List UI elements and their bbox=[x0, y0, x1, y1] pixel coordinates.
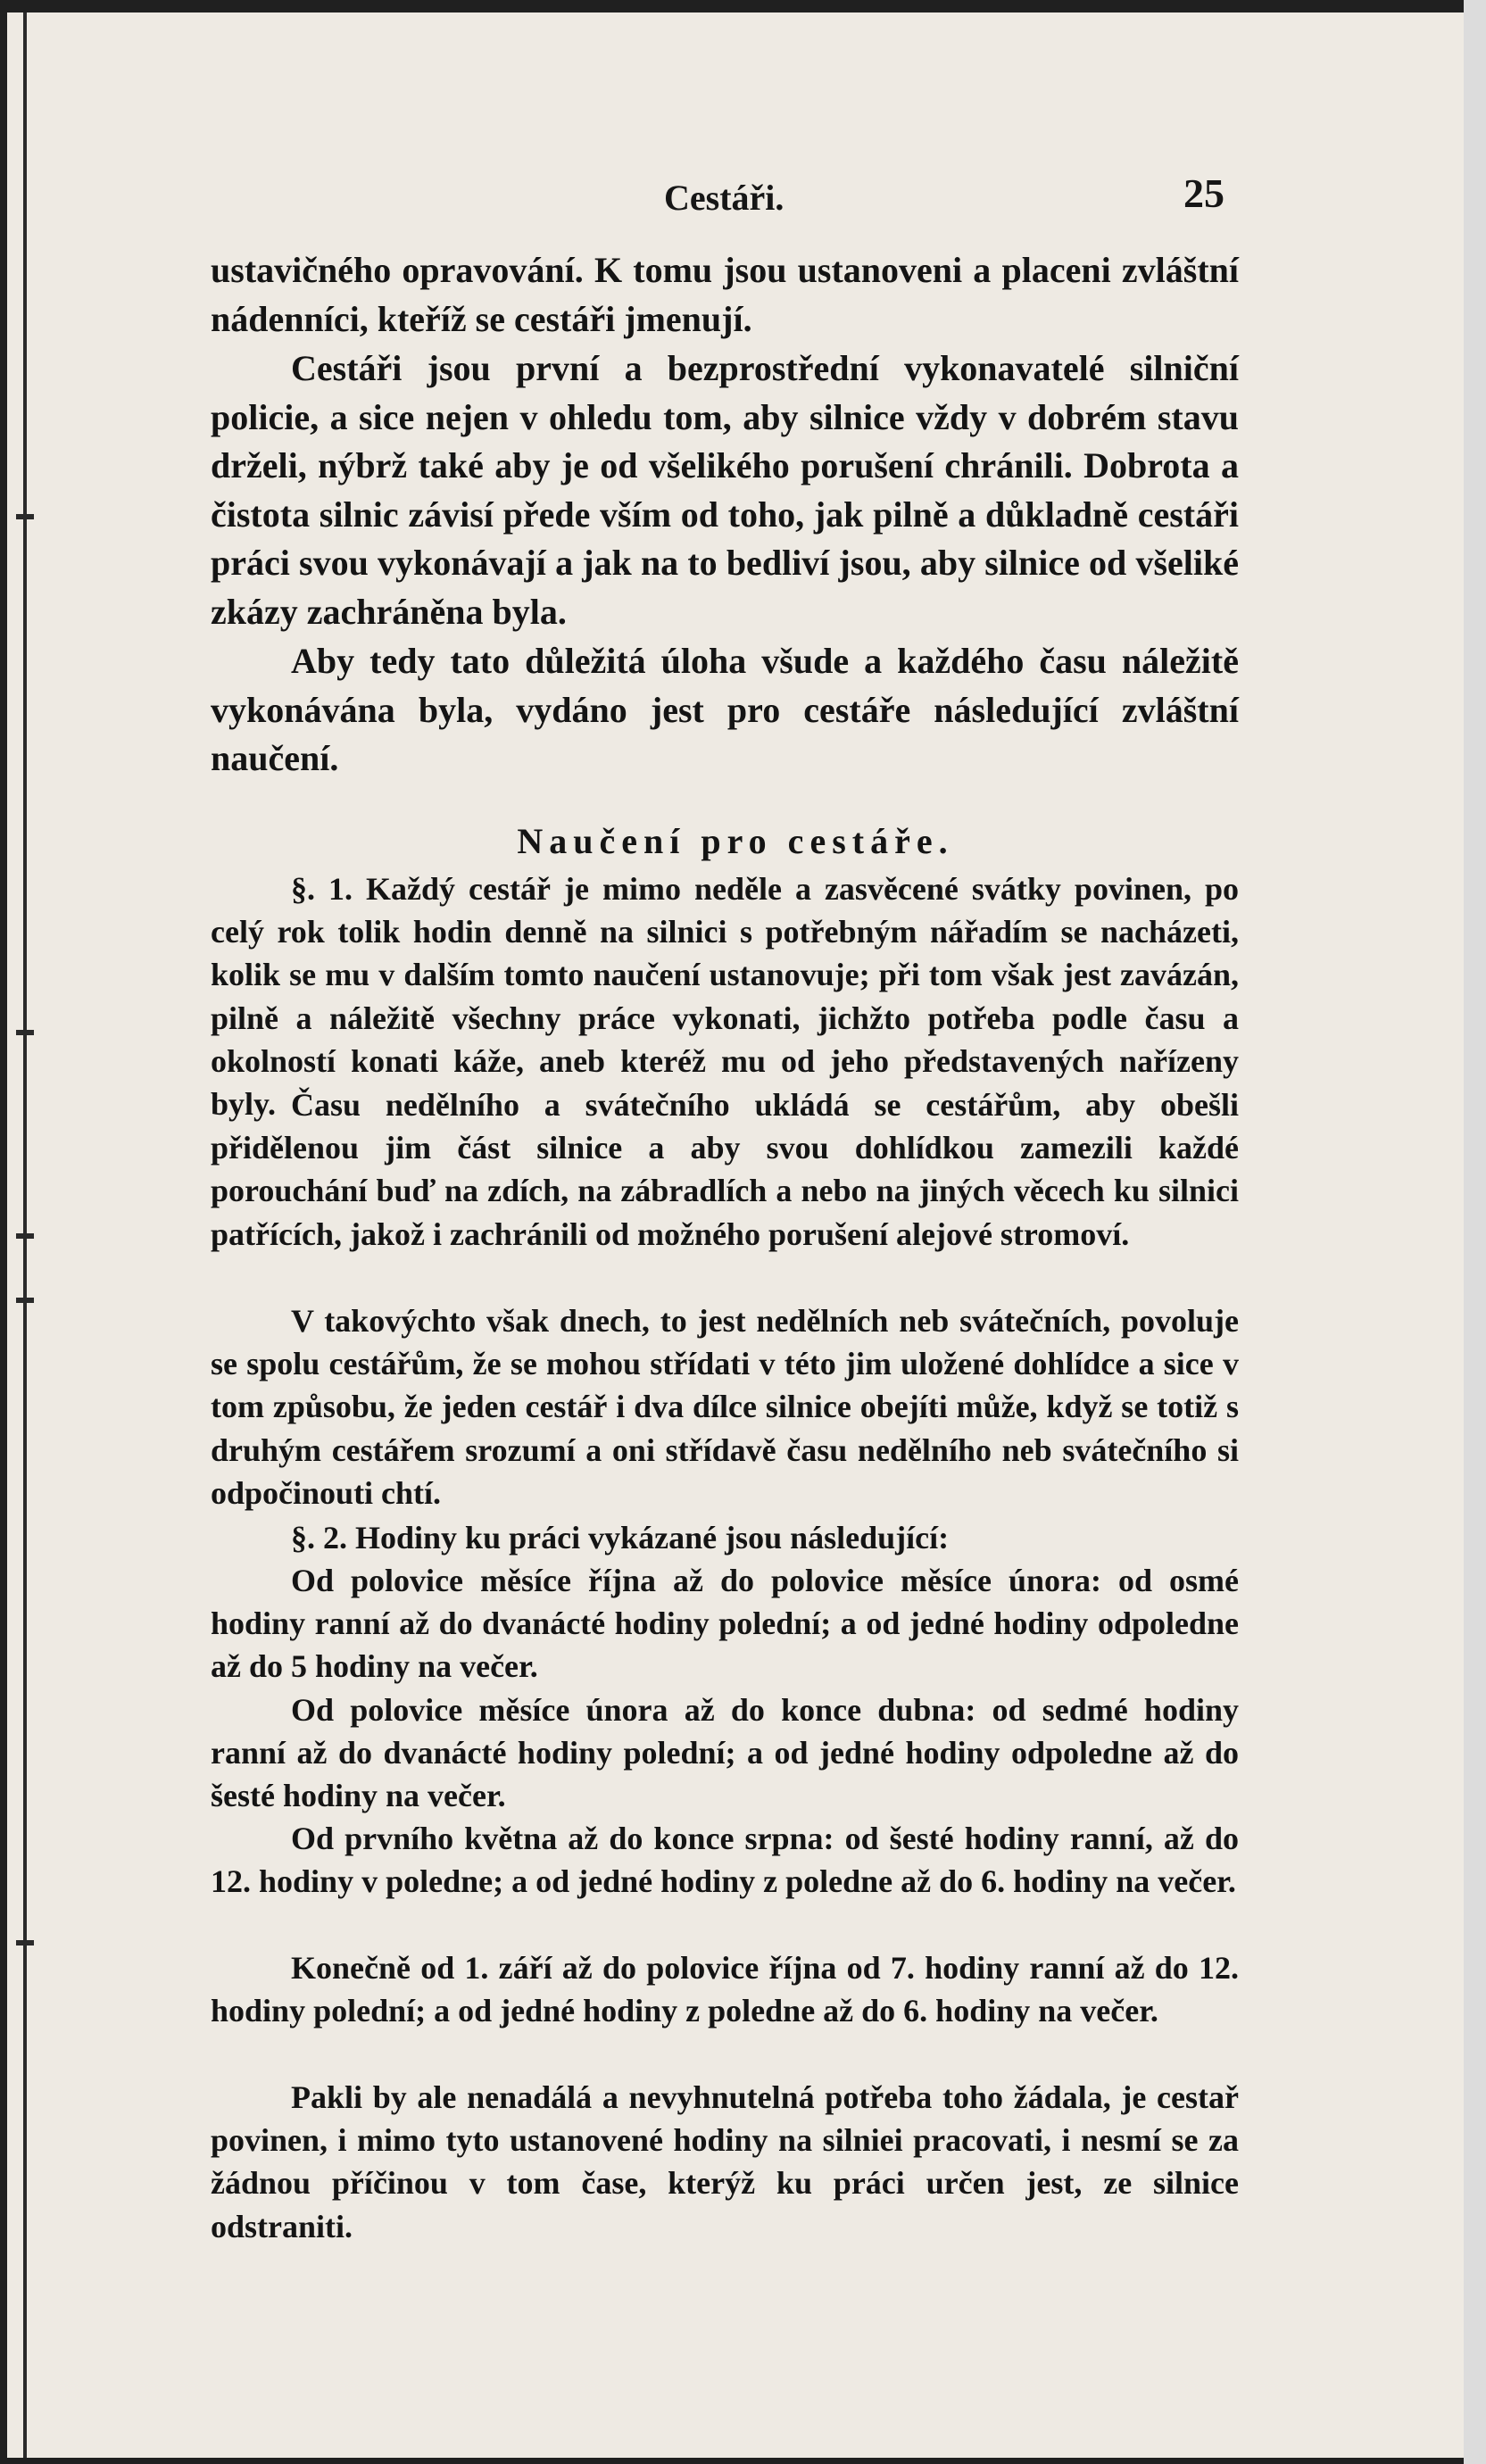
running-title: Cestáři. bbox=[664, 178, 785, 218]
section-paragraph: §. 1. Každý cestář je mimo neděle a zasvěcené svátky povinen, po celý rok tolik hodin denně na silnici s potřebným nářadím se nacházeti, kolik se mu v dalším tomto naučení ustanovuje; při tom však jest zavázán, pilně a náležitě všechny práce vykonati, jichžto potřeba podle času a okolností konati káže, aneb kteréž mu od jeho představených nařízeny byly. bbox=[211, 871, 1239, 1123]
section-paragraph: Času nedělního a svátečního ukládá se cestářům, aby obešli přidělenou jim část silnice a aby svou dohlídkou zamezili každé porouchání buď na zdích, na zábradlích a nebo na jiných věcech ku silnici patřících, jakož i zachránili od možného porušení alejové stromoví. bbox=[211, 1087, 1239, 1252]
section-paragraph: §. 2. Hodiny ku práci vykázané jsou následující: bbox=[291, 1520, 950, 1556]
scan-edge bbox=[1464, 0, 1486, 2464]
page-number: 25 bbox=[1183, 170, 1224, 216]
section-paragraph: V takovýchto však dnech, to jest nedělních neb svátečních, povoluje se spolu cestářům, že se mohou střídati v této jim uložené dohlídce a sice v tom způsobu, že jeden cestář i dva dílce silnice obejíti může, když se totiž s druhým cestářem srozumí a oni střídavě času nedělního neb svátečního si odpočinouti chtí. bbox=[211, 1303, 1239, 1511]
margin-tick bbox=[16, 1233, 34, 1239]
page-header bbox=[7, 170, 1464, 230]
section-paragraph: Od polovice měsíce října až do polovice měsíce února: od osmé hodiny ranní až do dvanácté hodiny polední; a od jedné hodiny odpoledne až do 5 hodiny na večer. bbox=[211, 1563, 1239, 1685]
section-paragraph: Od polovice měsíce února až do konce dubna: od sedmé hodiny ranní až do dvanácté hodiny polední; a od jedné hodiny odpoledne až do šesté hodiny na večer. bbox=[211, 1692, 1239, 1814]
section-paragraph: Pakli by ale nenadálá a nevyhnutelná potřeba toho žádala, je cestař povinen, i mimo tyto ustanovené hodiny na silniei pracovati, i nesmí se za žádnou příčinou v tom čase, kterýž ku práci určen jest, ze silnice odstraniti. bbox=[211, 2079, 1239, 2244]
margin-tick bbox=[16, 1298, 34, 1303]
section-heading: Naučení pro cestáře. bbox=[517, 821, 954, 861]
margin-tick bbox=[16, 1940, 34, 1945]
intro-paragraph: ustavičného opravování. K tomu jsou ustanoveni a placeni zvláštní nádenníci, kteříž se cestáři jmenují. bbox=[211, 250, 1239, 339]
intro-paragraph: Aby tedy tato důležitá úloha všude a každého času náležitě vykonávána byla, vydáno jest pro cestáře následující zvláštní naučení. bbox=[211, 641, 1239, 779]
section-paragraph: Od prvního května až do konce srpna: od šesté hodiny ranní, až do 12. hodiny v poledne; a od jedné hodiny z poledne až do 6. hodiny na večer. bbox=[211, 1821, 1239, 1900]
section-paragraph: Konečně od 1. září až do polovice října od 7. hodiny ranní až do 12. hodiny polední; a od jedné hodiny z poledne až do 6. hodiny na večer. bbox=[211, 1950, 1239, 2029]
book-page bbox=[7, 12, 1464, 2458]
margin-tick bbox=[16, 514, 34, 519]
margin-tick bbox=[16, 1030, 34, 1035]
intro-paragraph: Cestáři jsou první a bezprostřední vykonavatelé silniční policie, a sice nejen v ohledu tom, aby silnice vždy v dobrém stavu drželi, nýbrž také aby je od všelikého porušení chránili. Dobrota a čistota silnic závisí přede vším od toho, jak pilně a důkladně cestáři práci svou vykonávají a jak na to bedliví jsou, aby silnice od všeliké zkázy zachráněna byla. bbox=[211, 348, 1239, 632]
